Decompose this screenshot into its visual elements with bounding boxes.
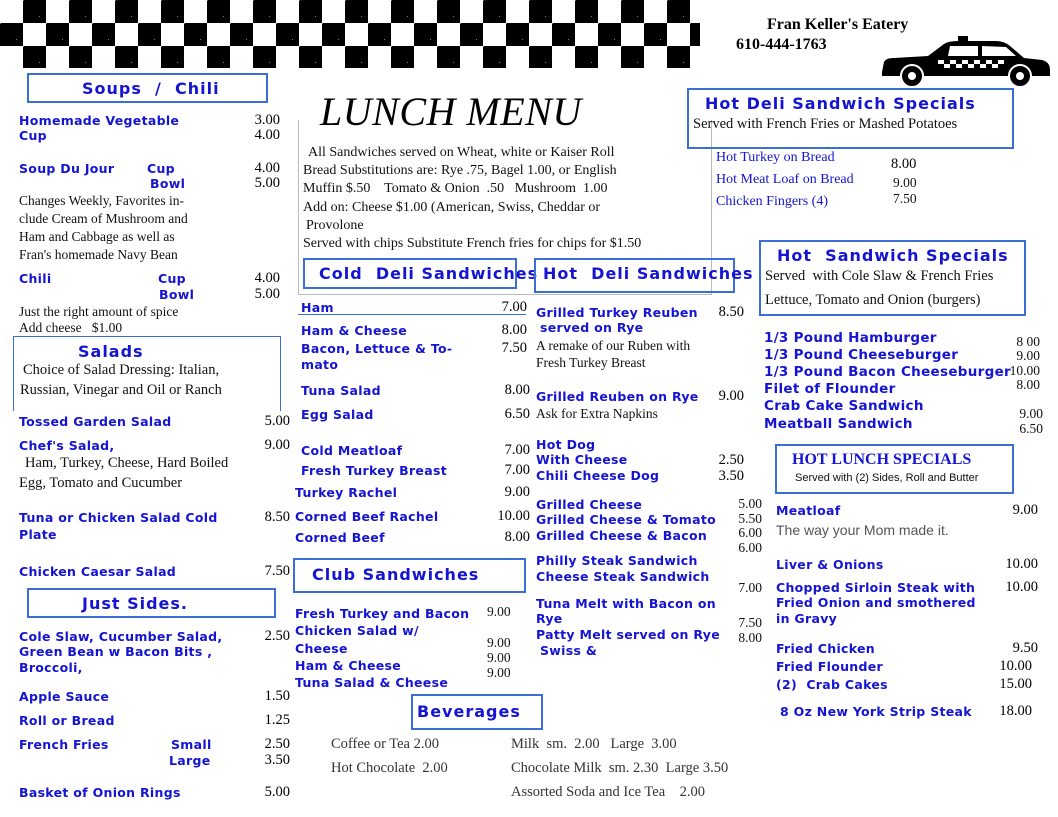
soup-du-jour-desc-2: clude Cream of Mushroom and (19, 211, 188, 226)
hot-deli-title: Hot Deli Sandwiches (543, 264, 754, 283)
meatball-sandwich: Meatball Sandwich (764, 416, 913, 432)
club-turkey-bacon: Fresh Turkey and Bacon (295, 606, 470, 621)
turkey-reuben-1: Grilled Turkey Reuben (536, 305, 698, 320)
fried-flounder-price: 10.00 (999, 658, 1032, 674)
taxi-icon (878, 36, 1053, 88)
crab-cakes-price: 15.00 (999, 676, 1032, 692)
cheese-steak: Cheese Steak Sandwich (536, 569, 710, 584)
french-fries-name: French Fries (19, 737, 109, 752)
cold-deli-corned-beef-rachel: Corned Beef Rachel (295, 509, 439, 524)
hamburger: 1/3 Pound Hamburger (764, 330, 937, 346)
salad-dressing-2: Russian, Vinegar and Oil or Ranch (20, 382, 222, 398)
intro-line-1: All Sandwiches served on Wheat, white or Kaiser Roll (308, 145, 615, 160)
apple-sauce-name: Apple Sauce (19, 689, 110, 704)
grilled-cheese-price-2: 5.50 (738, 511, 762, 526)
cold-deli-tuna: Tuna Salad (301, 383, 381, 398)
beverage-milk: Milk sm. 2.00 Large 3.00 (511, 736, 677, 752)
tuna-chicken-salad-name-2: Plate (19, 527, 57, 542)
fried-chicken: Fried Chicken (776, 641, 875, 656)
cold-deli-ham-price: 7.00 (501, 299, 527, 315)
grilled-cheese-bacon: Grilled Cheese & Bacon (536, 528, 708, 543)
french-fries-small: Small (171, 737, 212, 752)
cold-deli-corned-beef-rachel-price: 10.00 (497, 508, 530, 524)
cold-deli-egg-price: 6.50 (504, 406, 530, 422)
soup-du-jour-desc-1: Changes Weekly, Favorites in- (19, 193, 185, 208)
salad-dressing-1: Choice of Salad Dressing: Italian, (23, 362, 220, 378)
menu-title: LUNCH MENU (320, 89, 582, 134)
hot-meat-loaf-price: 9.00 (893, 175, 917, 190)
reuben-name: Grilled Reuben on Rye (536, 389, 699, 404)
homemade-price-1: 3.00 (254, 112, 280, 128)
intro-line-3: Muffin $.50 Tomato & Onion .50 Mushroom 1.00 (303, 181, 608, 196)
french-fries-price-2: 3.50 (264, 752, 290, 768)
restaurant-name: Fran Keller's Eatery (767, 16, 909, 33)
bacon-cheeseburger: 1/3 Pound Bacon Cheeseburger (764, 364, 1011, 380)
hot-dog-cheese: With Cheese (536, 452, 628, 467)
meatball-price: 6.50 (1019, 421, 1043, 436)
chili-cup: Cup (158, 271, 186, 286)
club-title: Club Sandwiches (312, 565, 480, 584)
philly-price: 7.00 (738, 580, 762, 595)
soup-du-jour-price-1: 4.00 (254, 160, 280, 176)
chicken-fingers: Chicken Fingers (4) (716, 194, 828, 209)
soup-du-jour-name: Soup Du Jour (19, 161, 115, 176)
checkered-banner (0, 0, 700, 68)
turkey-reuben-2: served on Rye (540, 320, 644, 335)
beverage-hot-chocolate: Hot Chocolate 2.00 (331, 760, 448, 776)
cold-deli-ham-cheese: Ham & Cheese (301, 323, 408, 338)
beverage-chocolate-milk: Chocolate Milk sm. 2.30 Large 3.50 (511, 760, 729, 776)
hot-turkey-on-bread: Hot Turkey on Bread (716, 150, 835, 165)
turkey-reuben-price: 8.50 (718, 304, 744, 320)
hot-turkey-price: 8.00 (891, 156, 917, 172)
filet-of-flounder-price: 8.00 (1016, 377, 1040, 392)
cole-slaw-line-2: Green Bean w Bacon Bits , (19, 644, 213, 659)
reuben-desc: Ask for Extra Napkins (536, 406, 658, 421)
hot-meat-loaf-on-bread: Hot Meat Loaf on Bread (716, 172, 854, 187)
chef-salad-desc-1: Ham, Turkey, Cheese, Hard Boiled (25, 455, 229, 471)
fried-chicken-price: 9.50 (1012, 640, 1038, 656)
turkey-reuben-desc-2: Fresh Turkey Breast (536, 355, 646, 370)
strip-steak-price: 18.00 (999, 703, 1032, 719)
cold-deli-turkey-rachel: Turkey Rachel (295, 485, 398, 500)
cold-deli-ham-cheese-price: 8.00 (501, 322, 527, 338)
cheeseburger-price: 9.00 (1016, 348, 1040, 363)
hot-dog-price-1: 2.50 (718, 452, 744, 468)
chili-bowl: Bowl (159, 287, 195, 302)
patty-melt-price: 8.00 (738, 630, 762, 645)
club-tuna-cheese-price: 9.00 (487, 665, 511, 680)
club-ham-cheese: Ham & Cheese (295, 658, 402, 673)
intro-line-5: Provolone (306, 218, 364, 233)
cold-deli-ham: Ham (301, 300, 334, 315)
cole-slaw-price: 2.50 (264, 628, 290, 644)
cold-deli-title: Cold Deli Sandwiches (319, 264, 539, 283)
reuben-price: 9.00 (718, 388, 744, 404)
french-fries-price-1: 2.50 (264, 736, 290, 752)
grilled-cheese: Grilled Cheese (536, 497, 643, 512)
chef-salad-name: Chef's Salad, (19, 438, 115, 453)
grilled-cheese-price-1: 5.00 (738, 496, 762, 511)
phone-number: 610-444-1763 (736, 36, 827, 53)
hot-sandwich-subtitle-1: Served with Cole Slaw & French Fries (765, 268, 994, 284)
hot-lunch-title: HOT LUNCH SPECIALS (792, 451, 972, 468)
cold-deli-corned-beef-price: 8.00 (504, 529, 530, 545)
tossed-salad-price: 5.00 (264, 413, 290, 429)
crab-cake-sandwich: Crab Cake Sandwich (764, 398, 924, 414)
homemade-vegetable-cup: Cup (19, 128, 47, 143)
club-tuna-cheese: Tuna Salad & Cheese (295, 675, 449, 690)
sirloin-2: Fried Onion and smothered (776, 595, 976, 610)
cold-deli-turkey-rachel-price: 9.00 (504, 484, 530, 500)
chicken-caesar-name: Chicken Caesar Salad (19, 564, 177, 579)
soup-du-jour-bowl: Bowl (150, 176, 186, 191)
hamburger-price: 8 00 (1016, 334, 1040, 349)
strip-steak: 8 Oz New York Strip Steak (780, 704, 972, 719)
tuna-melt-2: Rye (536, 611, 563, 626)
chicken-caesar-price: 7.50 (264, 563, 290, 579)
cold-deli-blt-price: 7.50 (501, 340, 527, 356)
beverage-soda: Assorted Soda and Ice Tea 2.00 (511, 784, 706, 800)
homemade-price-2: 4.00 (254, 127, 280, 143)
soup-du-jour-price-2: 5.00 (254, 175, 280, 191)
hot-deli-specials-subtitle: Served with French Fries or Mashed Potatoes (693, 116, 958, 132)
cold-deli-blt-2: mato (301, 357, 339, 372)
meatloaf-desc: The way your Mom made it. (776, 522, 949, 538)
tuna-melt-price: 7.50 (738, 615, 762, 630)
hot-deli-specials-title: Hot Deli Sandwich Specials (705, 94, 976, 113)
cold-deli-tuna-price: 8.00 (504, 382, 530, 398)
cold-deli-blt: Bacon, Lettuce & To- (301, 341, 453, 356)
liver-onions-price: 10.00 (1005, 556, 1038, 572)
apple-sauce-price: 1.50 (264, 688, 290, 704)
bacon-cheeseburger-price: 10.00 (1009, 363, 1040, 378)
cheeseburger: 1/3 Pound Cheeseburger (764, 347, 959, 363)
club-chicken-salad: Chicken Salad w/ (295, 623, 419, 638)
cold-deli-meatloaf: Cold Meatloaf (301, 443, 403, 458)
grilled-cheese-tomato: Grilled Cheese & Tomato (536, 512, 716, 527)
soup-du-jour-desc-4: Fran's homemade Navy Bean (19, 247, 178, 262)
liver-onions: Liver & Onions (776, 557, 884, 572)
cold-deli-turkey-breast-price: 7.00 (504, 462, 530, 478)
cold-deli-egg: Egg Salad (301, 407, 374, 422)
crab-cake-price: 9.00 (1019, 406, 1043, 421)
chili-desc-2: Add cheese $1.00 (19, 320, 123, 335)
tuna-melt-1: Tuna Melt with Bacon on (536, 596, 716, 611)
salads-title: Salads (78, 342, 144, 361)
chef-salad-desc-2: Egg, Tomato and Cucumber (19, 475, 183, 491)
cold-deli-meatloaf-price: 7.00 (504, 442, 530, 458)
intro-line-6: Served with chips Substitute French fries for chips for $1.50 (303, 236, 642, 251)
philly-steak: Philly Steak Sandwich (536, 553, 698, 568)
hot-dog: Hot Dog (536, 437, 596, 452)
tuna-chicken-salad-name-1: Tuna or Chicken Salad Cold (19, 510, 218, 525)
intro-line-4: Add on: Cheese $1.00 (American, Swiss, Cheddar or (303, 200, 601, 215)
intro-line-2: Bread Substitutions are: Rye .75, Bagel 1.00, or English (303, 163, 617, 178)
tossed-salad-name: Tossed Garden Salad (19, 414, 172, 429)
tuna-chicken-salad-price: 8.50 (264, 509, 290, 525)
french-fries-large: Large (169, 753, 211, 768)
roll-bread-name: Roll or Bread (19, 713, 115, 728)
beverages-title: Beverages (417, 702, 521, 721)
chili-desc-1: Just the right amount of spice (19, 304, 179, 319)
sirloin-price: 10.00 (1005, 579, 1038, 595)
chicken-fingers-price: 7.50 (893, 191, 917, 206)
chili-price-2: 5.00 (254, 286, 280, 302)
meatloaf: Meatloaf (776, 503, 841, 518)
beverage-coffee: Coffee or Tea 2.00 (331, 736, 439, 752)
turkey-reuben-desc-1: A remake of our Ruben with (536, 338, 691, 353)
club-chicken-salad-2: Cheese (295, 641, 348, 656)
club-ham-cheese-price: 9.00 (487, 650, 511, 665)
soups-title: Soups / Chili (82, 79, 220, 98)
grilled-cheese-price-3: 6.00 (738, 525, 762, 540)
hot-lunch-subtitle: Served with (2) Sides, Roll and Butter (795, 472, 979, 484)
cole-slaw-line-1: Cole Slaw, Cucumber Salad, (19, 629, 223, 644)
soup-du-jour-desc-3: Ham and Cabbage as well as (19, 229, 175, 244)
hot-dog-price-2: 3.50 (718, 468, 744, 484)
chili-cheese-dog: Chili Cheese Dog (536, 468, 660, 483)
sirloin-1: Chopped Sirloin Steak with (776, 580, 976, 595)
hot-sandwich-subtitle-2: Lettuce, Tomato and Onion (burgers) (765, 292, 981, 308)
cole-slaw-line-3: Broccoli, (19, 660, 83, 675)
cold-deli-turkey-breast: Fresh Turkey Breast (301, 463, 447, 478)
cold-deli-corned-beef: Corned Beef (295, 530, 385, 545)
onion-rings-name: Basket of Onion Rings (19, 785, 181, 800)
filet-of-flounder: Filet of Flounder (764, 381, 896, 397)
patty-melt-1: Patty Melt served on Rye (536, 627, 720, 642)
club-turkey-bacon-price: 9.00 (487, 604, 511, 619)
soup-du-jour-cup: Cup (147, 161, 175, 176)
sirloin-3: in Gravy (776, 611, 838, 626)
onion-rings-price: 5.00 (264, 784, 290, 800)
roll-bread-price: 1.25 (264, 712, 290, 728)
chili-name: Chili (19, 271, 52, 286)
fried-flounder: Fried Flounder (776, 659, 883, 674)
patty-melt-2: Swiss & (540, 643, 598, 658)
chef-salad-price: 9.00 (264, 437, 290, 453)
homemade-vegetable-name: Homemade Vegetable (19, 113, 180, 128)
crab-cakes: (2) Crab Cakes (776, 677, 888, 692)
grilled-cheese-price-4: 6.00 (738, 540, 762, 555)
hot-sandwich-specials-title: Hot Sandwich Specials (777, 246, 1009, 265)
meatloaf-price: 9.00 (1012, 502, 1038, 518)
chili-price-1: 4.00 (254, 270, 280, 286)
sides-title: Just Sides. (82, 594, 188, 613)
club-chicken-salad-price: 9.00 (487, 635, 511, 650)
